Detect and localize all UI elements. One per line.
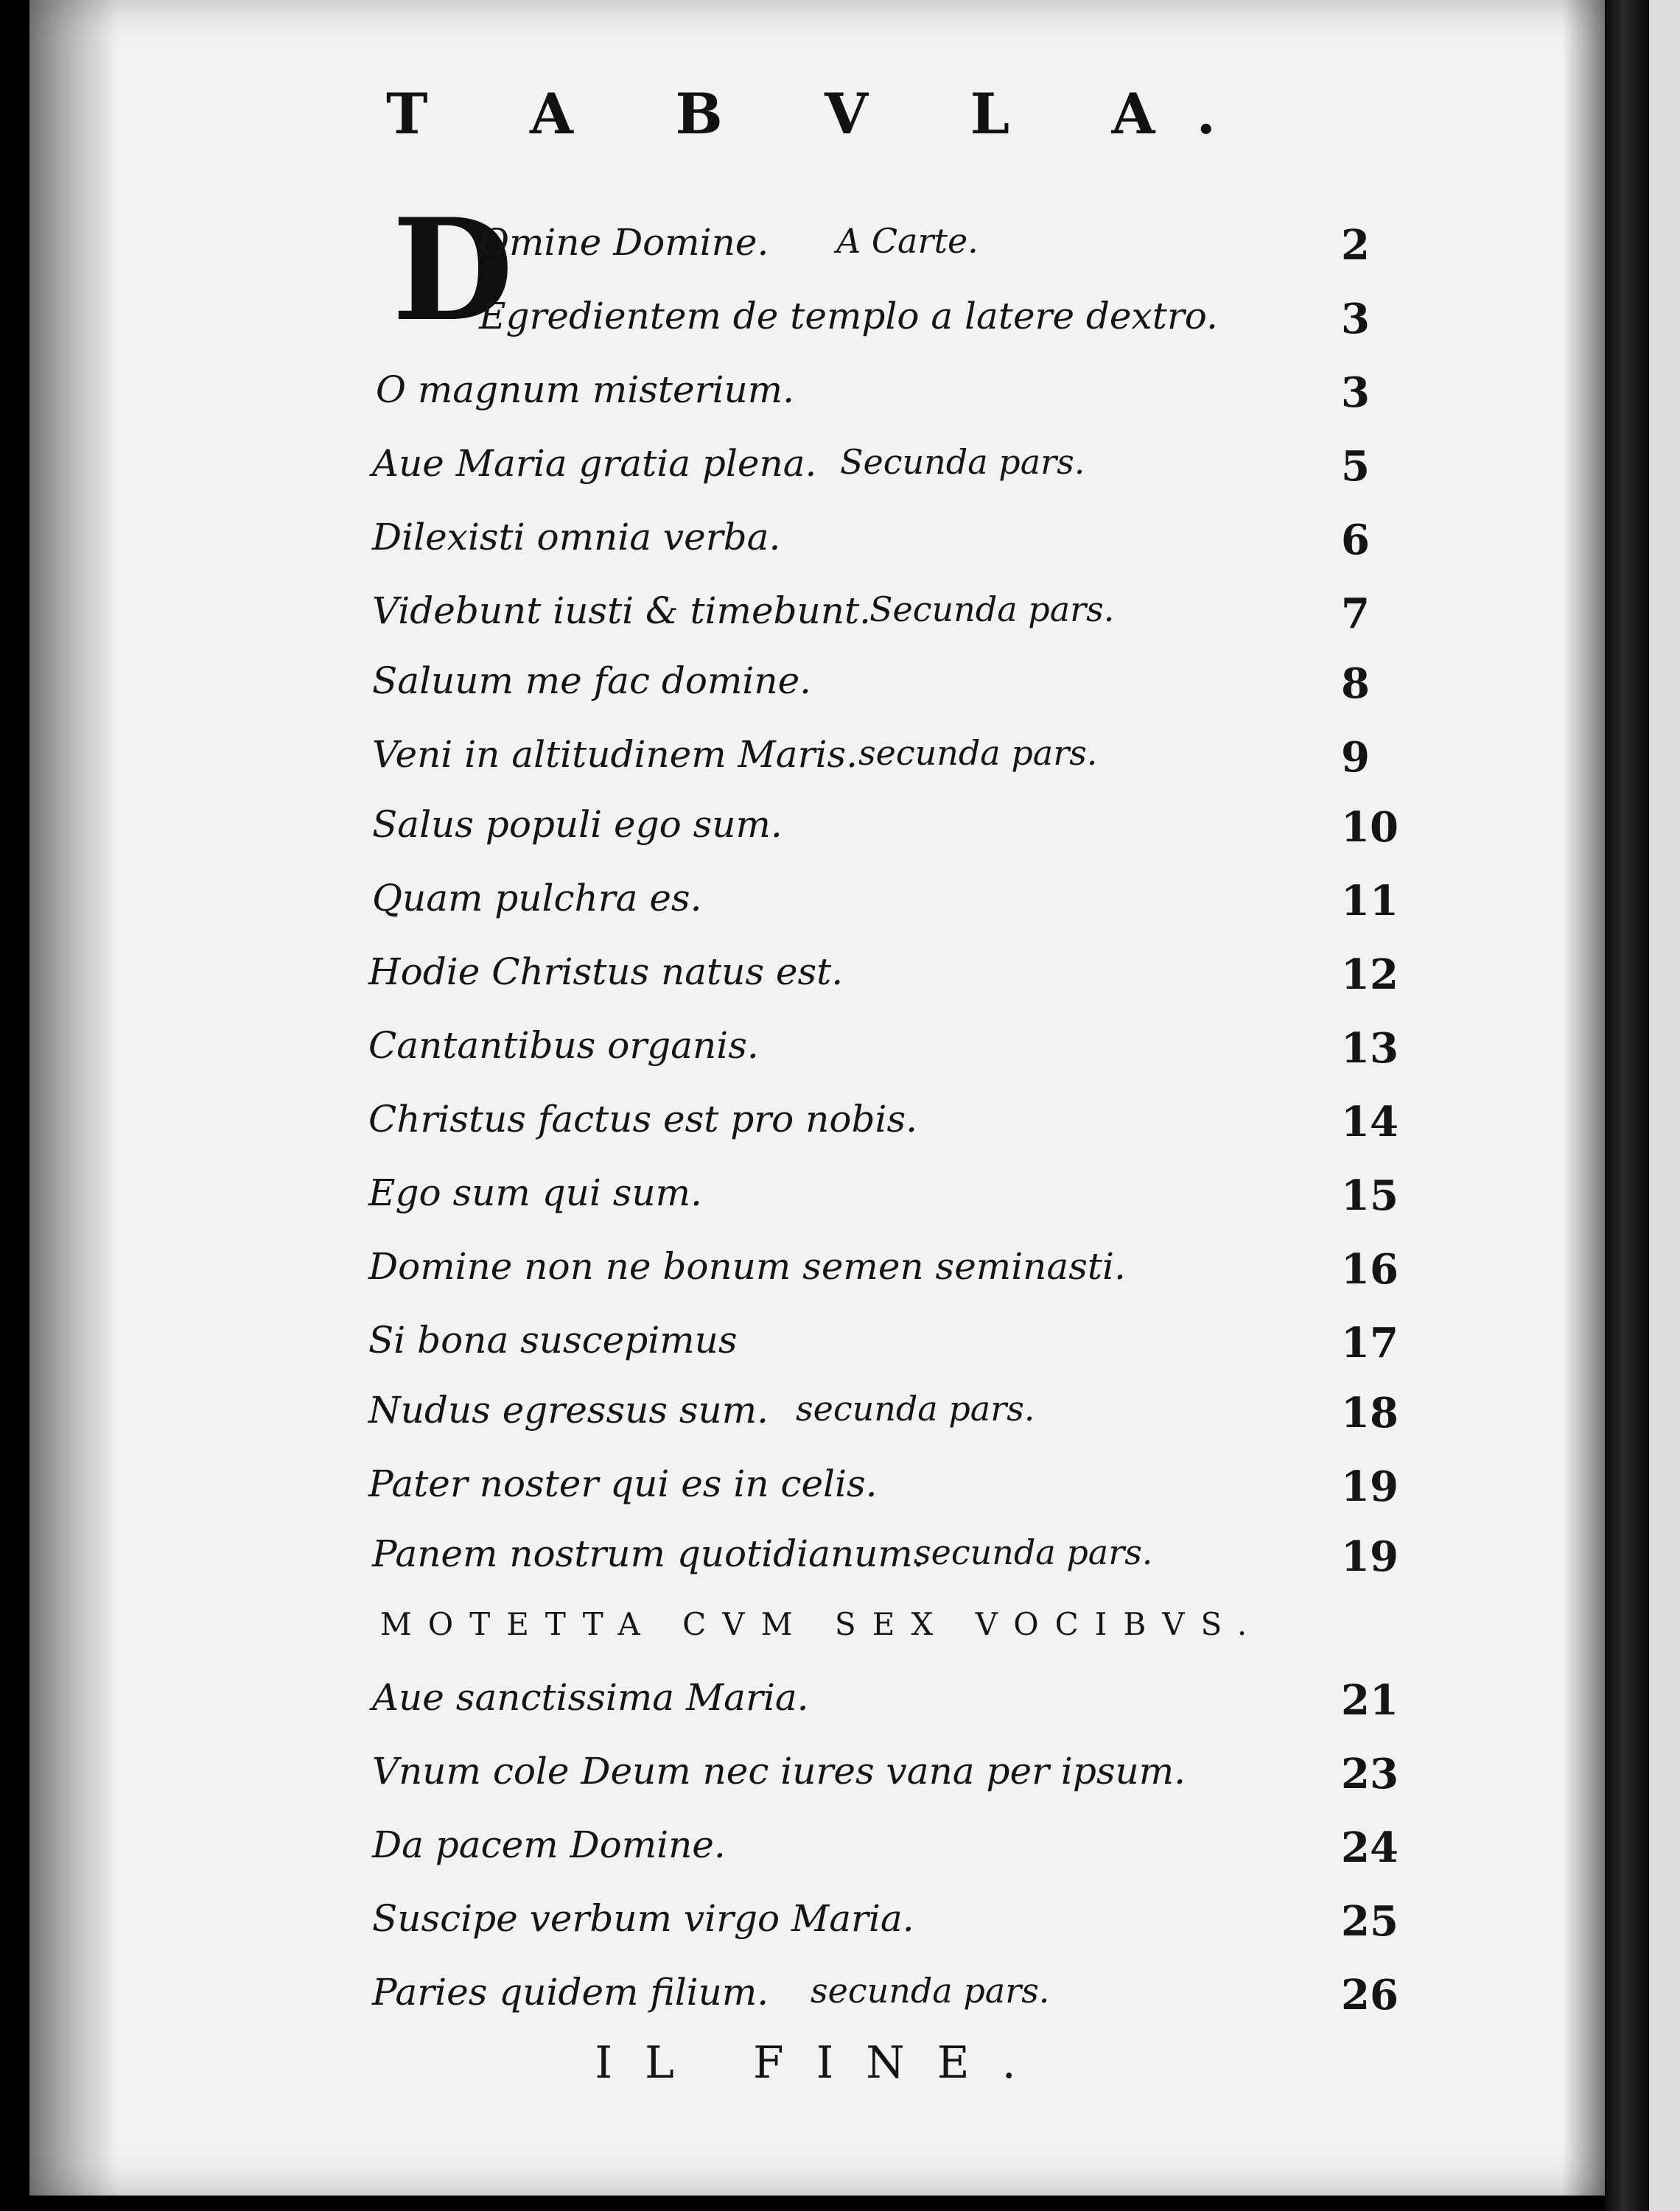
page-title: T A B V L A. — [386, 81, 1257, 147]
entry-page: 7 — [1341, 589, 1370, 638]
entry-subtitle: Secunda pars. — [840, 442, 1085, 482]
entry-subtitle: secunda pars. — [914, 1532, 1153, 1572]
entry-page: 12 — [1341, 950, 1399, 999]
entry-title: Nudus egressus sum. — [368, 1389, 769, 1432]
entry-title: Aue sanctissima Maria. — [372, 1676, 809, 1719]
entry-subtitle: secunda pars. — [811, 1971, 1050, 2011]
list-item — [29, 442, 1614, 501]
entry-page: 13 — [1341, 1024, 1399, 1073]
entry-page: 9 — [1341, 733, 1370, 782]
entry-title: Paries quidem filium. — [372, 1971, 769, 2014]
entry-title: Domine non ne bonum semen seminasti. — [368, 1245, 1126, 1288]
entry-title: Panem nostrum quotidianum. — [372, 1532, 925, 1575]
entry-page: 10 — [1341, 803, 1399, 852]
entry-title: Omine Domine. — [479, 221, 769, 264]
entry-title: Vnum cole Deum nec iures vana per ipsum. — [372, 1750, 1186, 1793]
list-item — [29, 589, 1614, 648]
entry-title: Christus factus est pro nobis. — [368, 1098, 918, 1140]
list-item — [29, 1462, 1614, 1521]
entry-title: Ego sum qui sum. — [368, 1171, 702, 1214]
list-item — [29, 1245, 1614, 1304]
list-item — [29, 368, 1614, 427]
list-item — [29, 516, 1614, 575]
entry-title: Aue Maria gratia plena. — [372, 442, 817, 485]
entry-page: 11 — [1341, 877, 1399, 925]
entry-title: Da pacem Domine. — [372, 1823, 726, 1866]
list-item — [29, 1676, 1614, 1735]
entry-page: 26 — [1341, 1971, 1399, 2019]
entry-page: 16 — [1341, 1245, 1399, 1294]
entry-title: Pater noster qui es in celis. — [368, 1462, 878, 1505]
entry-page: 5 — [1341, 442, 1370, 491]
book-gutter — [1605, 0, 1649, 2211]
entry-subtitle: secunda pars. — [796, 1389, 1035, 1429]
entry-page: 19 — [1341, 1532, 1399, 1581]
entry-page: 25 — [1341, 1897, 1399, 1946]
entry-page: 24 — [1341, 1823, 1399, 1872]
list-item — [29, 1971, 1614, 2030]
list-item — [29, 1750, 1614, 1809]
section-heading: MOTETTA CVM SEX VOCIBVS. — [379, 1606, 1264, 1642]
entry-page: 15 — [1341, 1171, 1399, 1220]
list-item — [29, 1532, 1614, 1591]
entry-page: 21 — [1341, 1676, 1399, 1725]
entry-title: Veni in altitudinem Maris. — [372, 733, 858, 776]
entry-title: Salus populi ego sum. — [372, 803, 783, 846]
entry-page: 3 — [1341, 295, 1370, 343]
list-item — [29, 1823, 1614, 1882]
list-item — [29, 733, 1614, 792]
entry-page: 17 — [1341, 1319, 1399, 1367]
entry-page: 23 — [1341, 1750, 1399, 1798]
entry-subtitle: A Carte. — [836, 221, 979, 261]
list-item — [29, 1897, 1614, 1956]
entry-title: Videbunt iusti & timebunt. — [372, 589, 871, 632]
list-item — [29, 1024, 1614, 1083]
entry-page: 6 — [1341, 516, 1370, 564]
list-item — [29, 950, 1614, 1009]
entry-subtitle: Secunda pars. — [869, 589, 1115, 629]
entry-subtitle: secunda pars. — [858, 733, 1098, 773]
list-item — [29, 221, 1614, 280]
list-item — [29, 1319, 1614, 1378]
entry-title: Cantantibus organis. — [368, 1024, 759, 1067]
next-page-edge — [1649, 0, 1680, 2211]
entry-title: Quam pulchra es. — [372, 877, 702, 919]
entry-title: Suscipe verbum virgo Maria. — [372, 1897, 914, 1940]
entry-page: 19 — [1341, 1462, 1399, 1511]
drop-cap: D — [392, 188, 514, 352]
entry-title: Hodie Christus natus est. — [368, 950, 844, 993]
end-note: IL FINE. — [595, 2037, 1049, 2089]
list-item — [29, 295, 1614, 354]
entry-page: 3 — [1341, 368, 1370, 417]
entry-title: Dilexisti omnia verba. — [372, 516, 781, 558]
entry-page: 14 — [1341, 1098, 1399, 1146]
entry-page: 18 — [1341, 1389, 1399, 1437]
entry-page: 8 — [1341, 659, 1370, 708]
entry-page: 2 — [1341, 221, 1370, 270]
list-item — [29, 1389, 1614, 1448]
list-item — [29, 1171, 1614, 1230]
entry-title: Si bona suscepimus — [368, 1319, 738, 1362]
list-item — [29, 659, 1614, 718]
entry-title: O magnum misterium. — [376, 368, 794, 411]
book-page — [29, 0, 1614, 2196]
list-item — [29, 803, 1614, 862]
entry-title: Saluum me fac domine. — [372, 659, 812, 702]
list-item — [29, 877, 1614, 936]
entry-title: Egredientem de templo a latere dextro. — [479, 295, 1218, 337]
list-item — [29, 1098, 1614, 1157]
